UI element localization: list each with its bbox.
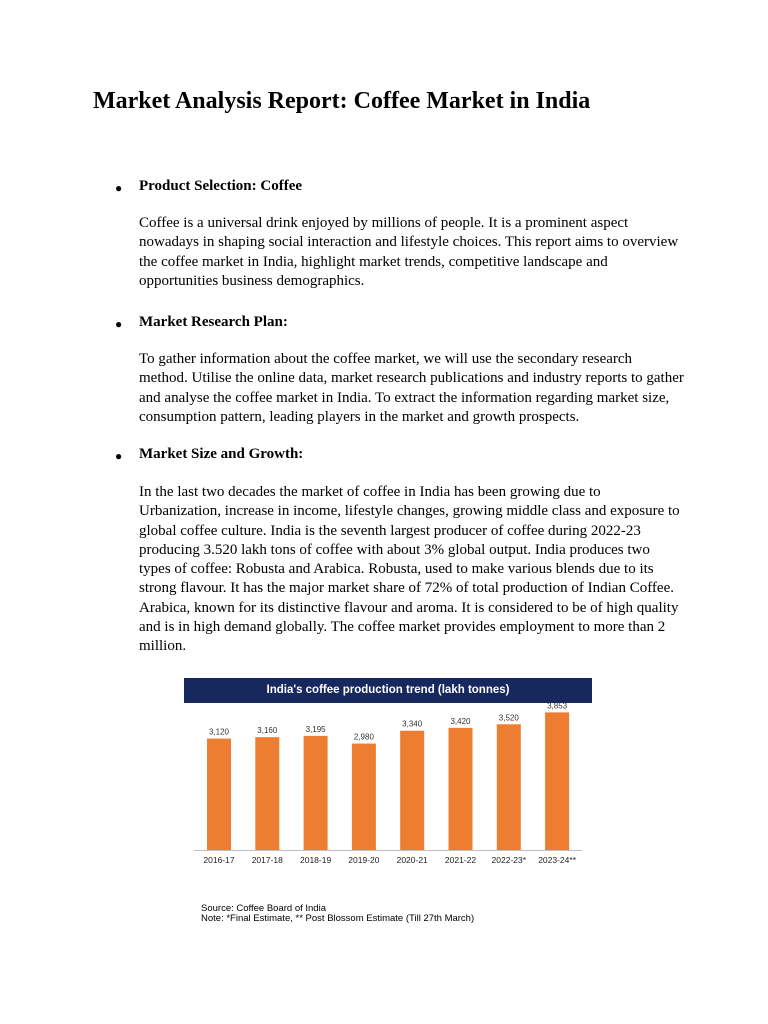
chart-title: India's coffee production trend (lakh tonnes): [184, 678, 592, 703]
x-tick-label: 2016-17: [203, 855, 235, 865]
page-title: Market Analysis Report: Coffee Market in India: [93, 88, 591, 114]
chart-source: Source: Coffee Board of India: [201, 903, 326, 914]
section-paragraph-research: To gather information about the coffee market, we will use the secondary research method. Utilise the online data, market research publications and industry reports to gather and analyse the coffee market in India. To extract the information regarding market size, consumption pattern, leading players in the market and growth prospects.: [139, 351, 684, 425]
section-heading-research: Market Research Plan:: [139, 314, 288, 330]
data-label: 3,340: [402, 719, 423, 729]
bar-2020-21: [400, 731, 424, 850]
bar-2019-20: [352, 744, 376, 850]
data-label: 2,980: [353, 732, 374, 742]
section-heading-size: Market Size and Growth:: [139, 446, 304, 462]
bar-2016-17: [207, 739, 231, 850]
chart-plot: [184, 703, 592, 903]
x-tick-label: 2023-24**: [538, 855, 577, 865]
bar-2023-24**: [545, 712, 569, 850]
data-label: 3,160: [257, 726, 278, 736]
chart-footnote: Note: *Final Estimate, ** Post Blossom Estimate (Till 27th March): [201, 913, 475, 924]
x-tick-label: 2022-23*: [491, 855, 527, 865]
bullet-icon: ●: [115, 181, 123, 195]
x-tick-label: 2018-19: [299, 855, 332, 865]
bar-2018-19: [304, 736, 328, 850]
data-label: 3,520: [498, 713, 519, 723]
data-label: 3,853: [547, 703, 568, 711]
section-paragraph-size: In the last two decades the market of coffee in India has been growing due to Urbanization, increase in income, lifestyle changes, growing middle class and exposure to global coffee culture. India is the seventh largest producer of coffee during 2022-23 producing 3.520 lakh tons of coffee with about 3% global output. India produces two types of coffee: Robusta and Arabica. Robusta, used to make various blends due to its strong flavour. It has the major market share of 72% of total production of Indian Coffee. Arabica, known for its distinctive flavour and aroma. It is considered to be of high quality and is in high demand globally. The coffee market provides employment to more than 2 million.: [139, 484, 680, 655]
x-tick-label: 2019-20: [348, 855, 380, 865]
data-label: 3,195: [305, 724, 326, 734]
bar-2017-18: [255, 737, 279, 850]
data-label: 3,420: [450, 716, 471, 726]
section-paragraph-product: Coffee is a universal drink enjoyed by millions of people. It is a prominent aspect nowadays in shaping social interaction and lifestyle choices. This report aims to overview the coffee market in India, highlight market trends, competitive landscape and opportunities business demographics.: [139, 215, 679, 289]
x-tick-label: 2017-18: [251, 855, 283, 865]
x-tick-label: 2020-21: [396, 855, 428, 865]
production-chart: [184, 678, 592, 928]
bullet-icon: ●: [115, 317, 123, 331]
bar-2021-22: [449, 728, 473, 850]
section-heading-product: Product Selection: Coffee: [139, 178, 303, 194]
data-label: 3,120: [208, 727, 230, 737]
x-tick-label: 2021-22: [444, 855, 477, 865]
bar-2022-23*: [497, 724, 521, 850]
bullet-icon: ●: [115, 449, 123, 463]
